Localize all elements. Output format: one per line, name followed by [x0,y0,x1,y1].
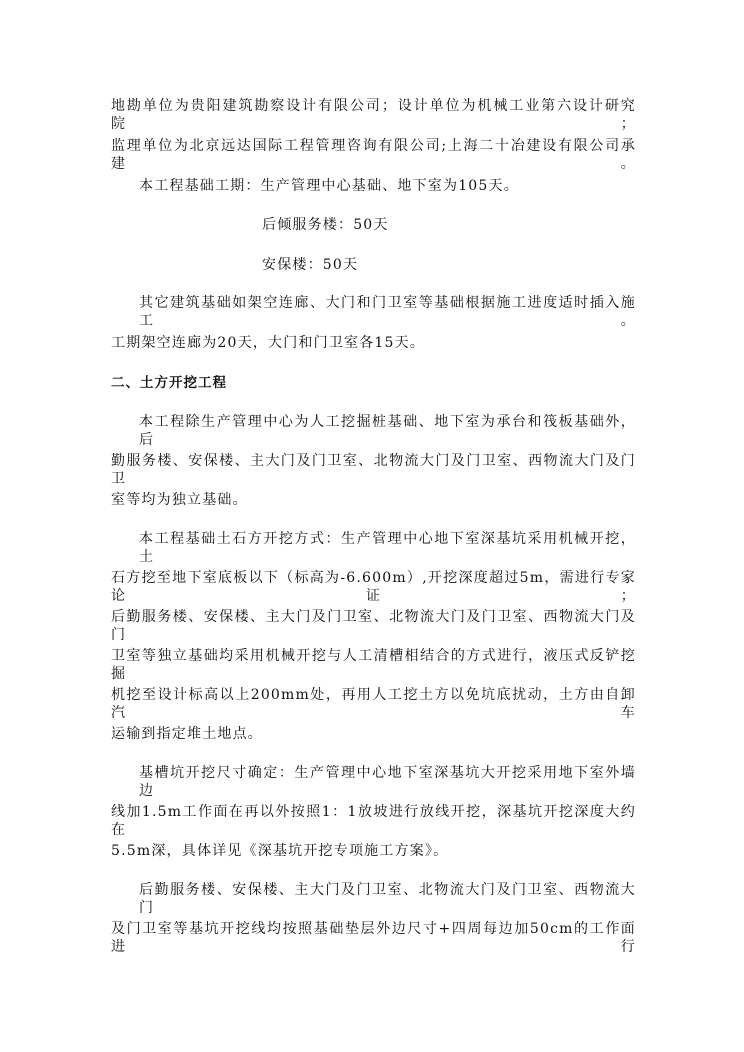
text-line: 勤服务楼、安保楼、主大门及门卫室、北物流大门及门卫室、西物流大门及门卫 [111,453,636,487]
text-line: 室等均为独立基础。 [111,492,248,508]
text-line: 地勘单位为贵阳建筑勘察设计有限公司；设计单位为机械工业第六设计研究院； [111,98,636,132]
text-line: 机挖至设计标高以上200mm处，再用人工挖土方以免坑底扰动，土方由自卸汽车 [111,687,636,721]
text-line: 后勤服务楼、安保楼、主大门及门卫室、北物流大门及门卫室、西物流大门 [139,882,636,916]
text-line: 石方挖至地下室底板以下（标高为-6.600m）,开挖深度超过5m，需进行专家论证； [111,570,636,604]
text-line: 及门卫室等基坑开挖线均按照基础垫层外边尺寸+四周每边加50cm的工作面进行 [111,921,636,955]
text-line: 监理单位为北京远达国际工程管理咨询有限公司;上海二十冶建设有限公司承建。 [111,138,636,172]
text-line: 后倾服务楼：50天 [262,217,389,233]
text-line: 运输到指定堆土地点。 [111,726,263,742]
text-line: 安保楼：50天 [262,257,359,273]
text-line: 本工程基础工期：生产管理中心基础、地下室为105天。 [139,178,519,194]
text-line: 线加1.5m工作面在再以外按照1：1放坡进行放线开挖，深基坑开挖深度大约在 [111,804,636,838]
text-line: 工期架空连廊为20天，大门和门卫室各15天。 [111,335,426,351]
text-line: 卫室等独立基础均采用机械开挖与人工清槽相结合的方式进行，液压式反铲挖掘 [111,648,636,682]
section-heading: 二、土方开挖工程 [111,375,227,391]
text-line: 后勤服务楼、安保楼、主大门及门卫室、北物流大门及门卫室、西物流大门及门 [111,609,636,643]
text-line: 本工程基础土石方开挖方式：生产管理中心地下室深基坑采用机械开挖，土 [139,531,636,565]
text-line: 基槽坑开挖尺寸确定：生产管理中心地下室深基坑大开挖采用地下室外墙边 [139,765,636,799]
text-line: 其它建筑基础如架空连廊、大门和门卫室等基础根据施工进度适时插入施工。 [139,295,636,329]
text-line: 本工程除生产管理中心为人工挖掘桩基础、地下室为承台和筏板基础外，后 [139,414,636,448]
text-line: 5.5m深，具体详见《深基坑开挖专项施工方案》。 [111,843,449,859]
